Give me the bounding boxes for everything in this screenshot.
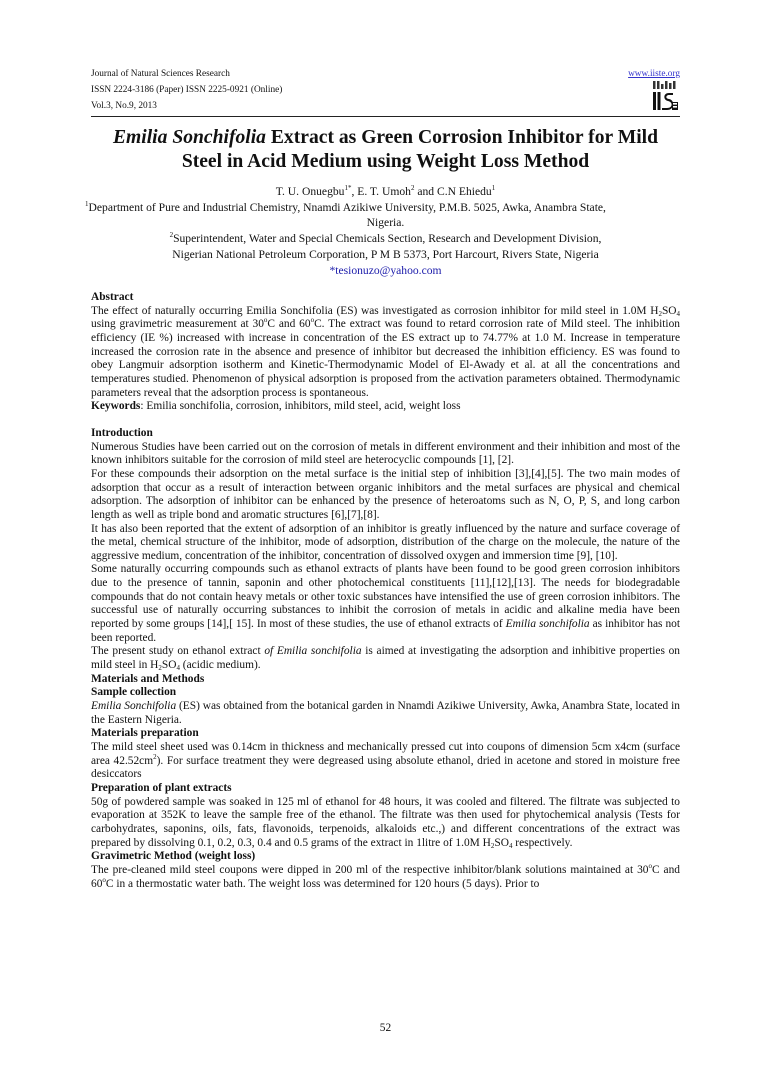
- affiliation-1-cont: Nigeria.: [366, 216, 405, 230]
- affiliation-1: $^1$Department of Pure and Industrial Chemistry, Nnamdi Azikiwe University, P.M.B. 5025, Awka, Anambra State,: [85, 199, 606, 214]
- title-line1: Extract as Green Corrosion Inhibitor for Mild: [265, 127, 659, 148]
- intro-paragraph-3: It has also been reported that the extent of adsorption of an inhibitor is greatly influenced by the nature and surface coverage of the metal, chemical structure of the inhibitor, mode of adsorption, distribution of the charge on the molecule, the nature of the aggressive medium, concentration of the inhibitor, concentration of dissolved oxygen and immersion time [9], [10].: [91, 522, 680, 562]
- intro-paragraph-4: Some naturally occurring compounds such as ethanol extracts of plants have been found to be good green corrosion inhibitors due to the presence of tannin, saponin and other photochemical constituents [11],[12],[13]. The needs for biodegradable compounds that do not contain heavy metals or other toxic substances have intensified the use of green corrosion inhibitors. The successful use of naturally occurring substances to inhibit the corrosion of metals in acidic and alkaline media have been reported by some groups [14],[ 15]. In most of these studies, the use of ethanol extracts of Emilia sonchifolia as inhibitor has not been reported.: [91, 563, 680, 644]
- header-rule: [91, 116, 680, 117]
- affiliation-2: $^2$Superintendent, Water and Special Chemicals Section, Research and Development Division,: [169, 231, 602, 246]
- paper-title: [91, 126, 680, 174]
- intro-paragraph-5: The present study on ethanol extract of Emilia sonchifolia is aimed at investigating the adsorption and inhibitive properties on mild steel in $H_2SO_4$ (acidic medium).: [91, 645, 680, 673]
- methods-heading: Materials and Methods: [91, 672, 205, 685]
- affiliation-2-cont: Nigerian National Petroleum Corporation, P M B 5373, Port Harcourt, Rivers State, Nigeria: [172, 247, 599, 261]
- journal-header: [91, 66, 680, 114]
- page-number: 52: [379, 1022, 392, 1034]
- gravimetric-heading: Gravimetric Method (weight loss): [91, 850, 256, 863]
- abstract-heading: Abstract: [91, 291, 134, 303]
- introduction-heading: Introduction: [91, 426, 153, 439]
- abstract-text: The effect of naturally occurring Emilia Sonchifolia (ES) was investigated as corrosion inhibitor for mild steel in 1.0M $H_2SO_4$ using gravimetric measurement at 30$^o$C and 60$^o$C. The extract was found to retard corrosion rate of Mild steel. The inhibition efficiency (IE %) increased with increase in concentration of the ES extract up to 74.77% at 1.0 M. Increase in temperature increased the corrosion rate in the absence and presence of inhibitor but decreased the inhibition efficiency. ES was found to obey Langmuir adsorption isotherm and Kinetic-Thermodynamic Model of El-Awady et al. at all the concentrations and temperatures studied. Phenomenon of physical adsorption is proposed from the activation parameters obtained. Thermodynamic parameters reveal that the adsorption process is spontaneous.: [91, 304, 680, 399]
- volume-line: Vol.3, No.9, 2013: [91, 101, 157, 111]
- materials-preparation-heading: Materials preparation: [91, 727, 199, 740]
- sample-collection-heading: Sample collection: [91, 686, 177, 699]
- materials-preparation-text: The mild steel sheet used was 0.14cm in thickness and mechanically pressed cut into coupons of dimension 5cm x4cm (surface area $42.52cm^2$). For surface treatment they were degreased using absolute ethanol, dried in acetone and stored in moisture free desiccators: [91, 741, 680, 781]
- issn-line: ISSN 2224-3186 (Paper) ISSN 2225-0921 (Online): [91, 85, 283, 95]
- plant-extracts-text: 50g of powdered sample was soaked in 125 ml of ethanol for 48 hours, it was cooled and filtered. The filtrate was subjected to evaporation at 352K to leave the sample free of the ethanol. The filtrate was then used for phytochemical analysis (Tests for carbohydrates, saponins, oils, fats, flavonoids, terpenoids, alkaloids etc.,) and different concentrations of the extract was prepared by dissolving 0.1, 0.2, 0.3, 0.4 and 0.5 grams of the extract in 1litre of 1.0M $H_2SO_4$ respectively.: [91, 795, 680, 850]
- iiste-logo: [652, 80, 678, 112]
- paper-body: [91, 291, 680, 891]
- corresponding-email[interactable]: *tesionuzo@yahoo.com: [329, 263, 442, 277]
- intro-paragraph-1: Numerous Studies have been carried out on the corrosion of metals in different environment and their inhibition and most of the known inhibitors suitable for the corrosion of mild steel are heterocyclic compounds [1], [2].: [91, 440, 680, 467]
- intro-paragraph-2: For these compounds their adsorption on the metal surface is the initial step of inhibition [3],[4],[5]. The two main modes of adsorption that occur as a result of interaction between organic inhibitors and the metal surfaces are physical and chemical adsorption. The adsorption of inhibitor can be enhanced by the presence of heteroatoms such as N, O, P, S, and long carbon length as well as triple bond and aromatic structures [6],[7],[8].: [91, 467, 680, 521]
- sample-collection-text: Emilia Sonchifolia (ES) was obtained from the botanical garden in Nnamdi Azikiwe University, Awka, Anambra State, located in the Eastern Nigeria.: [91, 700, 680, 726]
- author-names: T. U. Onuegbu$^{1*}$, E. T. Umoh$^2$ and C.N Ehiedu$^1$: [275, 184, 496, 198]
- title-italic-species: Emilia Sonchifolia: [112, 127, 266, 148]
- gravimetric-text: The pre-cleaned mild steel coupons were dipped in 200 ml of the respective inhibitor/blank solutions maintained at 30$^o$C and 60$^o$C in a thermostatic water bath. The weight loss was determined for 120 hours (5 days). Prior to: [91, 861, 680, 890]
- keywords: Keywords: Emilia sonchifolia, corrosion, inhibitors, mild steel, acid, weight loss: [91, 400, 461, 413]
- plant-extracts-heading: Preparation of plant extracts: [91, 781, 232, 794]
- authors-block: [85, 184, 680, 278]
- title-line2: Steel in Acid Medium using Weight Loss Method: [181, 151, 590, 172]
- journal-name: Journal of Natural Sciences Research: [91, 69, 230, 79]
- journal-url-link[interactable]: www.iiste.org: [628, 69, 680, 79]
